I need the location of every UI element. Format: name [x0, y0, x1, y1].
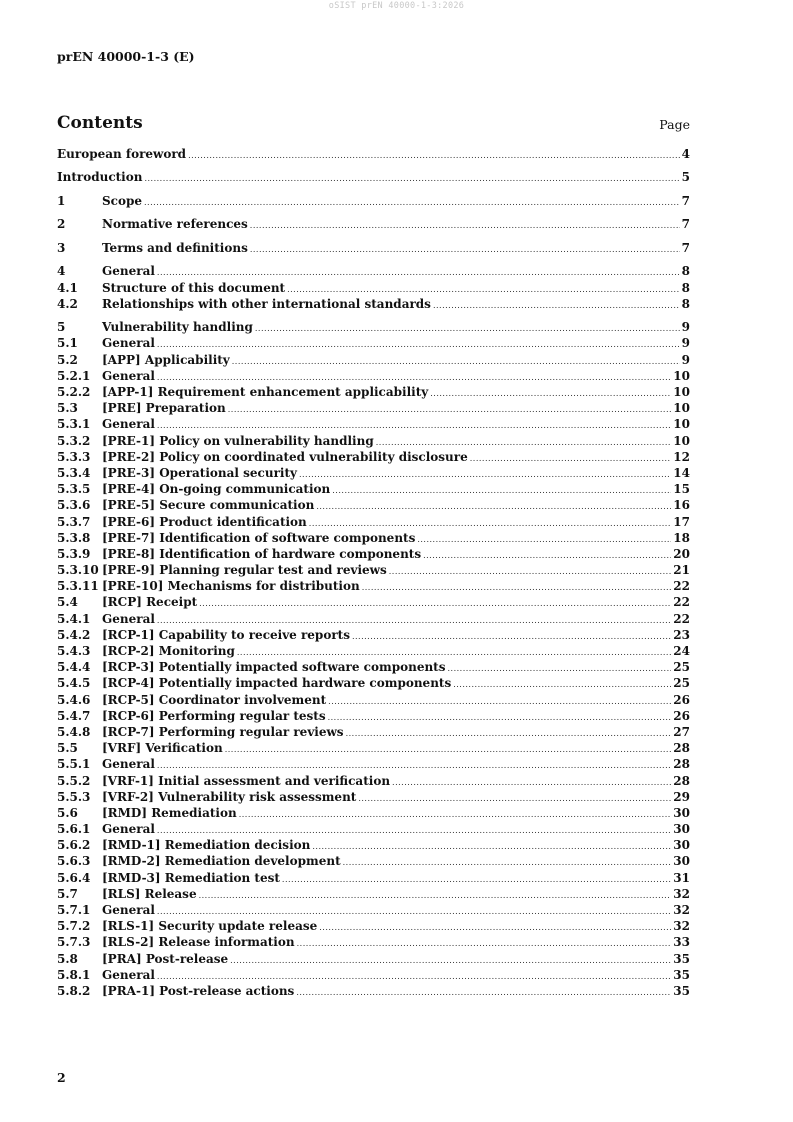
- toc-entry[interactable]: [57, 400, 690, 416]
- toc-entry-page: 14: [673, 465, 690, 480]
- toc-entry-page: 23: [673, 627, 690, 642]
- toc-entry-title: [RCP-5] Coordinator involvement: [102, 692, 327, 707]
- toc-entry-number: 5.3.5: [57, 482, 91, 497]
- toc-entry-page: 25: [673, 676, 690, 691]
- toc-entry-number: 5.4.4: [57, 660, 91, 675]
- toc-entry-page: 22: [673, 579, 690, 594]
- toc-entry-title: [APP] Applicability: [102, 352, 230, 367]
- toc-entry-page: 8: [681, 280, 690, 295]
- toc-entry[interactable]: [57, 627, 690, 643]
- toc-leader-dots: [346, 726, 672, 742]
- toc-leader-dots: [319, 920, 671, 936]
- toc-entry-number: 5.5.3: [57, 789, 91, 804]
- toc-entry[interactable]: [57, 546, 690, 562]
- toc-entry-title: General: [102, 368, 155, 383]
- toc-entry-page: 9: [681, 352, 690, 367]
- toc-leader-dots: [239, 807, 672, 823]
- toc-entry-number: 5.4: [57, 595, 78, 610]
- toc-entry-number: 1: [57, 193, 66, 208]
- toc-entry-page: 18: [673, 530, 690, 545]
- toc-entry-title: [PRE-8] Identification of hardware components: [102, 546, 422, 561]
- toc-leader-dots: [188, 148, 680, 164]
- toc-leader-dots: [228, 402, 672, 418]
- toc-entry-number: 5.4.5: [57, 676, 91, 691]
- toc-entry-title: [RCP-6] Performing regular tests: [102, 708, 326, 723]
- toc-leader-dots: [392, 775, 671, 791]
- toc-entry-number: 5.6.4: [57, 870, 91, 885]
- toc-entry-page: 17: [673, 514, 690, 529]
- toc-entry[interactable]: [57, 578, 690, 594]
- toc-entry[interactable]: [57, 594, 690, 610]
- toc-entry-number: 5.3.11: [57, 579, 99, 594]
- toc-entry-page: 9: [681, 320, 690, 335]
- toc-leader-dots: [199, 888, 672, 904]
- toc-entry-number: 4: [57, 264, 66, 279]
- toc-entry-number: 5.5.1: [57, 757, 91, 772]
- toc-entry-page: 35: [673, 967, 690, 982]
- toc-entry[interactable]: [57, 740, 690, 756]
- toc-entry-page: 28: [673, 757, 690, 772]
- toc-entry-number: 5.3.2: [57, 433, 91, 448]
- toc-entry-number: 5: [57, 320, 66, 335]
- toc-entry-page: 32: [673, 919, 690, 934]
- toc-entry[interactable]: [57, 659, 690, 675]
- toc-entry[interactable]: [57, 530, 690, 546]
- toc-entry-page: 28: [673, 773, 690, 788]
- toc-leader-dots: [230, 953, 671, 969]
- toc-entry[interactable]: [57, 805, 690, 821]
- toc-entry-title: [PRE-4] On-going communication: [102, 482, 331, 497]
- toc-entry-page: 32: [673, 903, 690, 918]
- toc-entry-title: [RCP-1] Capability to receive reports: [102, 627, 350, 642]
- toc-entry-number: 5.6.3: [57, 854, 91, 869]
- toc-entry-title: [RCP-3] Potentially impacted software components: [102, 660, 446, 675]
- toc-leader-dots: [232, 354, 680, 370]
- toc-entry[interactable]: [57, 562, 690, 578]
- table-of-contents: [57, 146, 690, 999]
- toc-entry-title: General: [102, 264, 155, 279]
- toc-entry-title: European foreword: [57, 147, 187, 161]
- toc-entry[interactable]: [57, 821, 690, 837]
- toc-entry-title: Vulnerability handling: [102, 320, 253, 335]
- toc-entry-title: Introduction: [57, 170, 143, 185]
- toc-entry[interactable]: [57, 216, 690, 232]
- toc-entry-title: General: [102, 417, 155, 432]
- toc-leader-dots: [433, 298, 680, 314]
- toc-entry-title: [RCP-7] Performing regular reviews: [102, 724, 344, 739]
- toc-entry-page: 5: [681, 170, 690, 185]
- toc-entry-page: 10: [673, 368, 690, 383]
- toc-leader-dots: [328, 694, 671, 710]
- toc-entry-title: Scope: [102, 193, 143, 208]
- toc-entry[interactable]: [57, 416, 690, 432]
- toc-entry-page: 30: [673, 854, 690, 869]
- toc-entry[interactable]: [57, 384, 690, 400]
- toc-entry-title: General: [102, 967, 155, 982]
- toc-entry-number: 5.3.10: [57, 563, 99, 578]
- toc-entry-title: [RMD] Remediation: [102, 805, 237, 820]
- toc-entry-title: Relationships with other international standards: [102, 296, 431, 311]
- toc-entry-title: [PRE-7] Identification of software components: [102, 530, 416, 545]
- toc-entry-number: 3: [57, 240, 66, 255]
- toc-entry-title: [RLS] Release: [102, 886, 197, 901]
- toc-entry[interactable]: [57, 433, 690, 449]
- toc-entry-title: [RMD-1] Remediation decision: [102, 838, 311, 853]
- toc-entry[interactable]: [57, 870, 690, 886]
- toc-entry[interactable]: [57, 514, 690, 530]
- toc-entry-number: 5.8.2: [57, 983, 91, 998]
- toc-entry-number: 5.3.3: [57, 449, 91, 464]
- toc-entry[interactable]: [57, 967, 690, 983]
- toc-leader-dots: [470, 451, 672, 467]
- toc-entry-title: [PRE-5] Secure communication: [102, 498, 315, 513]
- toc-entry-number: 5.4.6: [57, 692, 91, 707]
- page-number: 2: [57, 1070, 66, 1085]
- toc-entry-page: 7: [681, 193, 690, 208]
- toc-entry[interactable]: [57, 465, 690, 481]
- toc-entry[interactable]: [57, 983, 690, 999]
- watermark: oSIST prEN 40000-1-3:2026: [328, 1, 465, 11]
- toc-entry-number: 5.3.7: [57, 514, 91, 529]
- toc-entry-page: 10: [673, 401, 690, 416]
- toc-entry-title: [APP-1] Requirement enhancement applicability: [102, 385, 429, 400]
- toc-entry-number: 5.3.8: [57, 530, 91, 545]
- toc-entry-number: 5.3: [57, 401, 78, 416]
- toc-entry-page: 27: [673, 724, 690, 739]
- toc-entry[interactable]: [57, 853, 690, 869]
- toc-entry-title: Terms and definitions: [102, 240, 248, 255]
- toc-entry-number: 5.7.2: [57, 919, 91, 934]
- toc-entry-title: [PRA-1] Post-release actions: [102, 983, 295, 998]
- toc-entry-page: 32: [673, 886, 690, 901]
- toc-entry[interactable]: [57, 756, 690, 772]
- toc-entry[interactable]: [57, 902, 690, 918]
- toc-entry-title: [RMD-2] Remediation development: [102, 854, 341, 869]
- toc-entry[interactable]: [57, 368, 690, 384]
- toc-leader-dots: [144, 171, 679, 187]
- toc-entry-number: 5.3.4: [57, 465, 91, 480]
- toc-entry-number: 5.6.1: [57, 822, 91, 837]
- toc-leader-dots: [225, 742, 672, 758]
- toc-entry-page: 12: [673, 449, 690, 464]
- toc-leader-dots: [316, 499, 671, 515]
- page-column-label: Page: [659, 117, 690, 132]
- toc-entry-page: 26: [673, 708, 690, 723]
- toc-entry-page: 35: [673, 983, 690, 998]
- toc-entry-title: [PRE-2] Policy on coordinated vulnerability disclosure: [102, 449, 468, 464]
- toc-entry-title: General: [102, 757, 155, 772]
- toc-entry-title: [PRE] Preparation: [102, 401, 226, 416]
- toc-entry-number: 4.2: [57, 296, 78, 311]
- toc-leader-dots: [358, 791, 671, 807]
- toc-entry-page: 28: [673, 741, 690, 756]
- toc-entry[interactable]: [57, 319, 690, 335]
- toc-entry[interactable]: [57, 675, 690, 691]
- toc-entry-number: 5.7.1: [57, 903, 91, 918]
- toc-leader-dots: [343, 855, 672, 871]
- toc-entry[interactable]: [57, 773, 690, 789]
- toc-entry-page: 15: [673, 482, 690, 497]
- toc-entry-title: [PRE-3] Operational security: [102, 465, 297, 480]
- toc-entry-title: Structure of this document: [102, 280, 286, 295]
- toc-entry[interactable]: [57, 193, 690, 209]
- toc-leader-dots: [296, 985, 671, 1001]
- toc-entry-title: [PRE-9] Planning regular test and reviews: [102, 563, 387, 578]
- toc-entry[interactable]: [57, 449, 690, 465]
- toc-entry-number: 5.2.2: [57, 385, 91, 400]
- toc-entry-page: 30: [673, 838, 690, 853]
- toc-entry[interactable]: [57, 263, 690, 279]
- toc-entry[interactable]: [57, 240, 690, 256]
- toc-leader-dots: [157, 337, 680, 353]
- toc-entry-page: 33: [673, 935, 690, 950]
- toc-entry-title: [PRE-1] Policy on vulnerability handling: [102, 433, 374, 448]
- toc-entry-number: 5.3.1: [57, 417, 91, 432]
- toc-entry-title: [RCP] Receipt: [102, 595, 198, 610]
- toc-entry-number: 5.6.2: [57, 838, 91, 853]
- toc-entry-page: 35: [673, 951, 690, 966]
- toc-entry-number: 5.4.7: [57, 708, 91, 723]
- toc-entry-page: 24: [673, 644, 690, 659]
- toc-leader-dots: [362, 580, 672, 596]
- toc-entry-number: 5.5.2: [57, 773, 91, 788]
- toc-leader-dots: [299, 467, 671, 483]
- toc-entry-page: 7: [681, 217, 690, 232]
- toc-entry-page: 30: [673, 805, 690, 820]
- toc-leader-dots: [255, 321, 680, 337]
- toc-entry-page: 26: [673, 692, 690, 707]
- toc-entry-number: 5.6: [57, 805, 78, 820]
- toc-entry-page: 8: [681, 296, 690, 311]
- toc-entry-page: 22: [673, 595, 690, 610]
- toc-entry[interactable]: [57, 643, 690, 659]
- toc-leader-dots: [312, 839, 671, 855]
- toc-entry[interactable]: [57, 497, 690, 513]
- toc-entry-title: General: [102, 336, 155, 351]
- toc-entry-page: 10: [673, 417, 690, 432]
- toc-entry-number: 5.4.3: [57, 644, 91, 659]
- toc-entry-number: 5.2.1: [57, 368, 91, 383]
- toc-entry-page: 4: [681, 147, 690, 161]
- toc-leader-dots: [423, 548, 671, 564]
- toc-entry[interactable]: [57, 934, 690, 950]
- contents-title: Contents: [57, 113, 143, 133]
- toc-entry-page: 22: [673, 611, 690, 626]
- toc-entry-number: 5.7: [57, 886, 78, 901]
- toc-entry-number: 4.1: [57, 280, 78, 295]
- toc-leader-dots: [389, 564, 672, 580]
- toc-leader-dots: [352, 629, 671, 645]
- toc-leader-dots: [447, 661, 671, 677]
- toc-entry-page: 21: [673, 563, 690, 578]
- toc-entry-page: 9: [681, 336, 690, 351]
- toc-entry-number: 2: [57, 217, 66, 232]
- toc-entry-page: 10: [673, 433, 690, 448]
- toc-entry-title: [RMD-3] Remediation test: [102, 870, 280, 885]
- toc-entry[interactable]: [57, 918, 690, 934]
- toc-entry[interactable]: [57, 296, 690, 312]
- toc-entry-number: 5.7.3: [57, 935, 91, 950]
- toc-entry-number: 5.5: [57, 741, 78, 756]
- toc-entry-page: 20: [673, 546, 690, 561]
- toc-entry-title: [RLS-2] Release information: [102, 935, 295, 950]
- toc-entry-number: 5.4.2: [57, 627, 91, 642]
- toc-entry-title: [PRE-6] Product identification: [102, 514, 307, 529]
- toc-entry[interactable]: [57, 886, 690, 902]
- toc-leader-dots: [430, 386, 671, 402]
- toc-entry-title: [VRF-2] Vulnerability risk assessment: [102, 789, 357, 804]
- toc-leader-dots: [417, 532, 671, 548]
- toc-leader-dots: [328, 710, 672, 726]
- toc-entry[interactable]: [57, 146, 690, 162]
- toc-entry[interactable]: [57, 335, 690, 351]
- toc-entry[interactable]: [57, 724, 690, 740]
- toc-entry[interactable]: [57, 708, 690, 724]
- toc-entry[interactable]: [57, 280, 690, 296]
- toc-entry[interactable]: [57, 789, 690, 805]
- toc-entry-page: 31: [673, 870, 690, 885]
- toc-entry-title: [RCP-4] Potentially impacted hardware components: [102, 676, 452, 691]
- toc-leader-dots: [453, 677, 671, 693]
- document-id: prEN 40000-1-3 (E): [57, 49, 195, 64]
- toc-entry-title: [VRF] Verification: [102, 741, 223, 756]
- toc-entry-number: 5.4.8: [57, 724, 91, 739]
- toc-leader-dots: [250, 242, 680, 258]
- toc-leader-dots: [144, 195, 680, 211]
- toc-entry-number: 5.1: [57, 336, 78, 351]
- toc-entry[interactable]: [57, 692, 690, 708]
- toc-entry[interactable]: [57, 611, 690, 627]
- toc-leader-dots: [199, 596, 671, 612]
- toc-entry-number: 5.4.1: [57, 611, 91, 626]
- toc-entry-title: General: [102, 611, 155, 626]
- toc-leader-dots: [282, 872, 671, 888]
- toc-leader-dots: [250, 218, 680, 234]
- toc-entry-page: 29: [673, 789, 690, 804]
- toc-entry-number: 5.8: [57, 951, 78, 966]
- toc-entry-number: 5.8.1: [57, 967, 91, 982]
- toc-entry-title: [PRE-10] Mechanisms for distribution: [102, 579, 360, 594]
- toc-entry-title: General: [102, 903, 155, 918]
- toc-entry-title: [RCP-2] Monitoring: [102, 644, 235, 659]
- toc-entry-number: 5.2: [57, 352, 78, 367]
- toc-entry-page: 30: [673, 822, 690, 837]
- toc-entry-page: 16: [673, 498, 690, 513]
- toc-entry[interactable]: [57, 481, 690, 497]
- toc-entry-number: 5.3.6: [57, 498, 91, 513]
- toc-entry-title: [VRF-1] Initial assessment and verification: [102, 773, 391, 788]
- toc-entry-title: [RLS-1] Security update release: [102, 919, 318, 934]
- toc-leader-dots: [332, 483, 671, 499]
- toc-entry-page: 8: [681, 264, 690, 279]
- toc-entry-number: 5.3.9: [57, 546, 91, 561]
- toc-entry-page: 7: [681, 240, 690, 255]
- toc-leader-dots: [297, 936, 672, 952]
- toc-entry-title: [PRA] Post-release: [102, 951, 229, 966]
- toc-entry-title: General: [102, 822, 155, 837]
- toc-entry-title: Normative references: [102, 217, 248, 232]
- toc-entry[interactable]: [57, 951, 690, 967]
- toc-entry-page: 25: [673, 660, 690, 675]
- toc-entry-page: 10: [673, 385, 690, 400]
- toc-entry[interactable]: [57, 352, 690, 368]
- toc-entry[interactable]: [57, 169, 690, 185]
- toc-entry[interactable]: [57, 837, 690, 853]
